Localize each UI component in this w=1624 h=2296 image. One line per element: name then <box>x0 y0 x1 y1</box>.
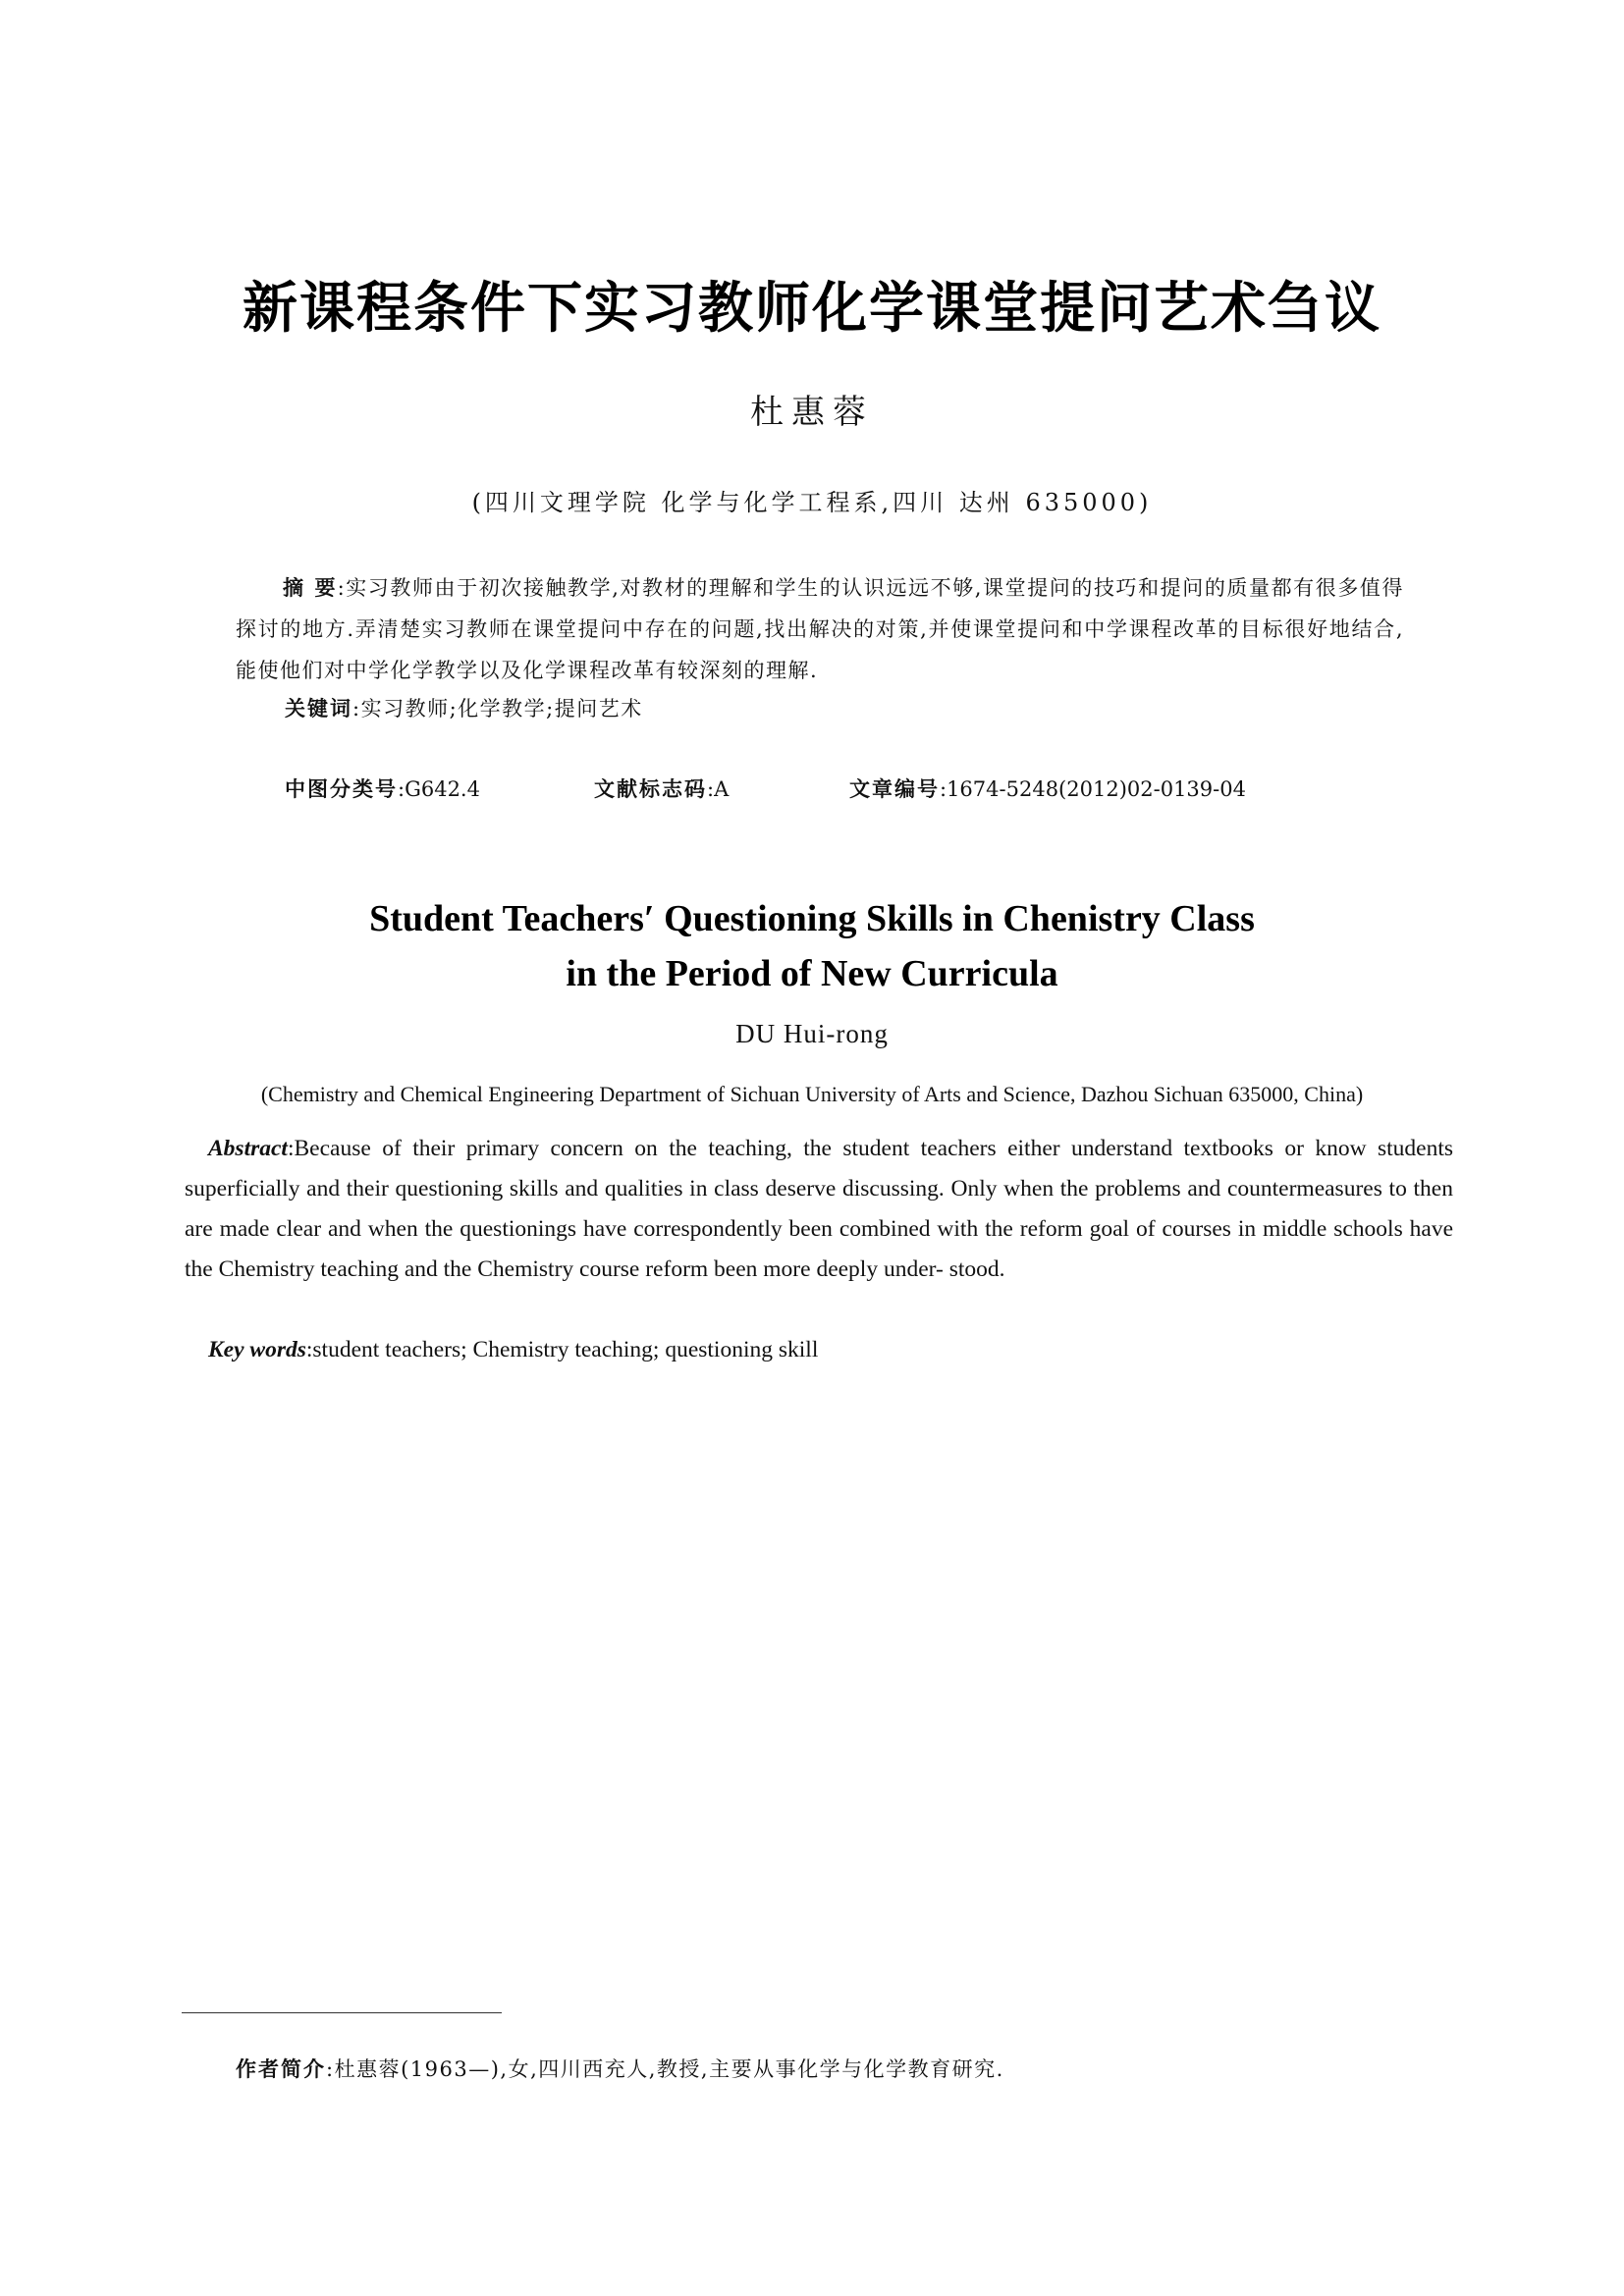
clc-number <box>285 772 480 807</box>
classification-row <box>285 772 1414 811</box>
english-author: DU Hui-rong <box>735 1019 889 1048</box>
clc-label: 中图分类号 <box>285 777 398 801</box>
article-number <box>849 772 1246 807</box>
chinese-abstract-text: :实习教师由于初次接触教学,对教材的理解和学生的认识远远不够,课堂提问的技巧和提问的质量都有很多值得探讨的地方.弄清楚实习教师在课堂提问中存在的问题,找出解决的对策,并使课堂提问和中学课程改革的目标很好地结合,能使他们对中学化学教学以及化学课程改革有较深刻的理解. <box>236 576 1405 682</box>
clc-value: :G642.4 <box>398 777 480 801</box>
english-abstract-text: :Because of their primary concern on the teaching, the student teachers either understand textbooks or know students superficially and their questioning skills and qualities in class deserve discussing. Only when the problems and countermeasures to then are made clear and when the questionings have correspondently been combined with the reform goal of courses in middle schools have the Chemistry teaching and the Chemistry course reform been more deeply under- stood. <box>185 1136 1453 1282</box>
author-bio-label: 作者简介 <box>236 2057 326 2081</box>
chinese-abstract <box>236 567 1404 691</box>
chinese-affiliation: (四川文理学院 化学与化学工程系,四川 达州 635000) <box>471 489 1153 516</box>
english-abstract <box>185 1129 1453 1290</box>
english-keywords-text: :student teachers; Chemistry teaching; questioning skill <box>305 1337 819 1362</box>
document-code-label: 文献标志码 <box>594 777 707 801</box>
chinese-keywords <box>285 691 1414 726</box>
english-affiliation: (Chemistry and Chemical Engineering Department of Sichuan University of Arts and Science, Dazhou Sichuan 635000, China) <box>260 1082 1364 1106</box>
author-bio-footnote <box>236 2052 1414 2087</box>
english-title <box>0 891 1624 1001</box>
document-code-value: :A <box>707 777 730 801</box>
chinese-keywords-text: :实习教师;化学教学;提问艺术 <box>352 697 643 721</box>
english-keywords <box>208 1332 1445 1367</box>
english-title-line-1: Student Teachers′ Questioning Skills in Chenistry Class <box>369 898 1255 939</box>
chinese-keywords-label: 关键词 <box>285 697 352 721</box>
english-title-line-2: in the Period of New Curricula <box>566 953 1058 994</box>
author-bio-text: :杜惠蓉(1963—),女,四川西充人,教授,主要从事化学与化学教育研究. <box>326 2057 1004 2081</box>
english-keywords-label: Key words <box>208 1337 306 1362</box>
article-number-value: :1674-5248(2012)02-0139-04 <box>940 777 1246 801</box>
english-abstract-label: Abstract <box>208 1136 288 1161</box>
article-number-label: 文章编号 <box>849 777 940 801</box>
chinese-title: 新课程条件下实习教师化学课堂提问艺术刍议 <box>243 276 1381 341</box>
chinese-author: 杜惠蓉 <box>750 393 874 432</box>
footnote-divider <box>182 2012 502 2013</box>
document-code <box>594 772 729 807</box>
chinese-abstract-label: 摘 要 <box>283 576 338 600</box>
